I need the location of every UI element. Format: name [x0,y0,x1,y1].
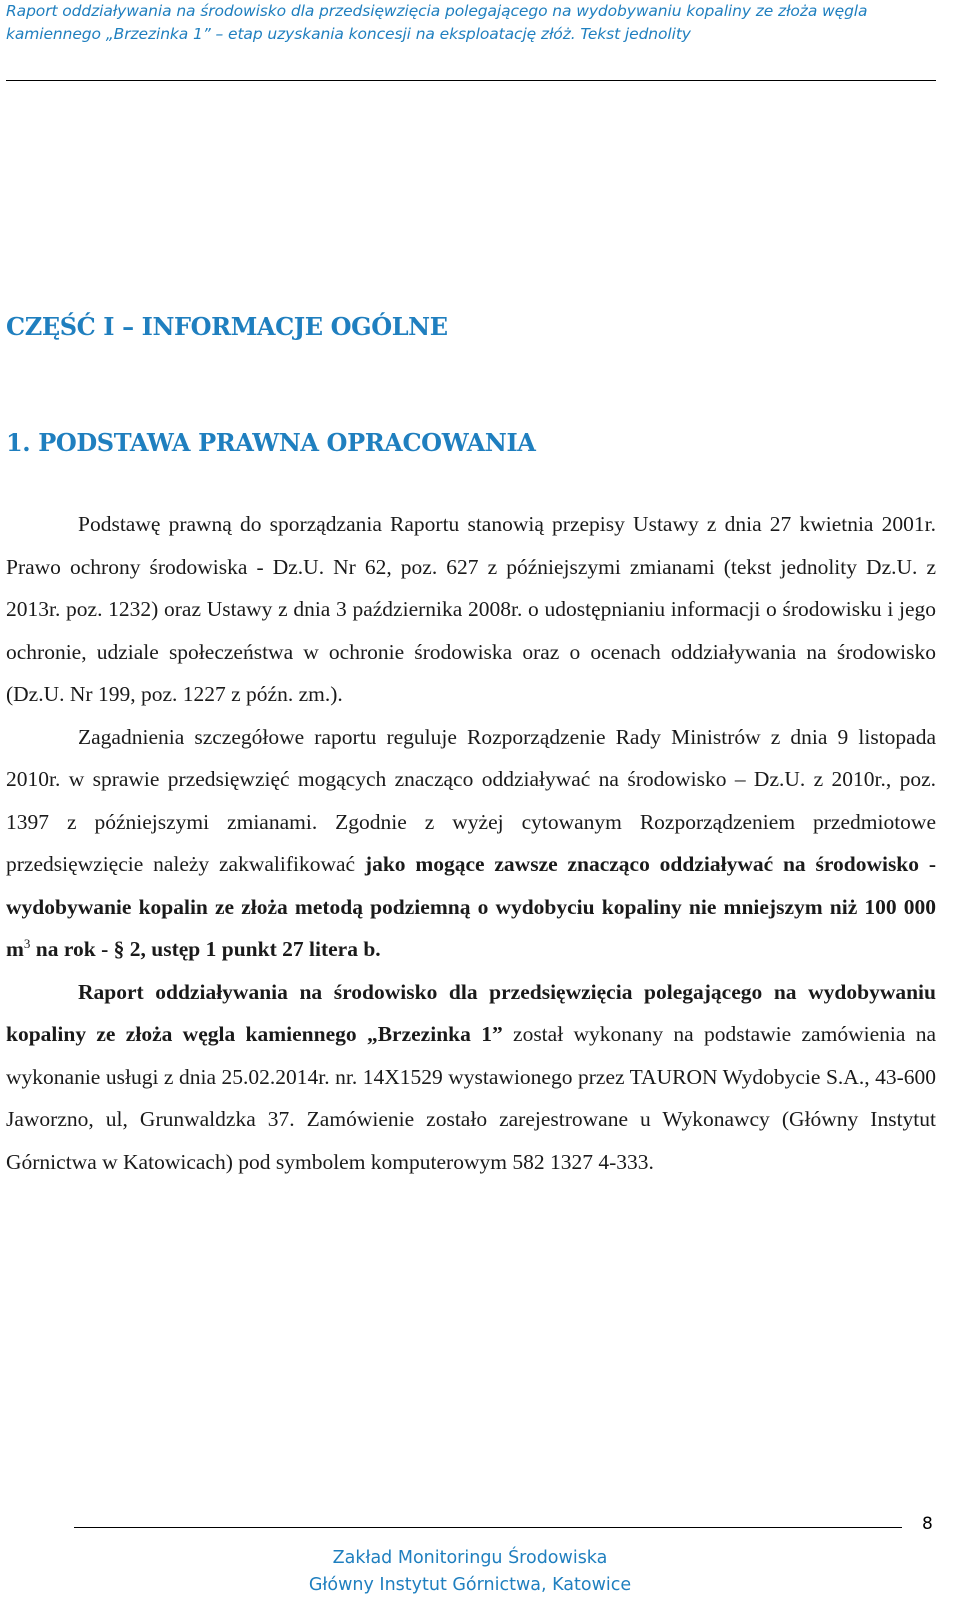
paragraph-order-title: Raport oddziaływania na środowisko dla przedsięwzięcia polegającego na wydobywaniu kopaliny ze złoża węgla kamiennego „Brzezinka 1” [6,979,936,1046]
header-line-2: kamiennego „Brzezinka 1” – etap uzyskania koncesji na eksploatację złóż. Tekst jednolity [6,25,691,43]
paragraph-regulation-text: Zagadnienia szczegółowe raportu reguluje Rozporządzenie Rady Ministrów z dnia 9 listopada 2010r. w sprawie przedsięwzięć mogących znacząco oddziaływać na środowisko – Dz.U. z 2010r., poz. 1397 z późniejszymi zmianami. Zgodnie z wyżej cytowanym Rozporządzeniem przedmiotowe przedsięwzięcie należy zakwalifikować [6,724,936,876]
paragraph-legal-basis: Podstawę prawną do sporządzania Raportu stanowią przepisy Ustawy z dnia 27 kwietnia 2001r. Prawo ochrony środowiska - Dz.U. Nr 62, poz. 627 z późniejszymi zmianami (tekst jednolity Dz.U. z 2013r. poz. 1232) oraz Ustawy z dnia 3 października 2008r. o udostępnianiu informacji o środowisku i jego ochronie, udziale społeczeństwa w ochronie środowiska oraz o ocenach oddziaływania na środowisko (Dz.U. Nr 199, poz. 1227 z późn. zm.). [6,512,936,706]
paragraph-regulation-emphasis: jako mogące zawsze znacząco oddziaływać na środowisko - wydobywanie kopalin ze złoża metodą podziemną o wydobyciu kopaliny nie mniejszym niż 100 000 m [6,852,936,961]
paragraph-order [6,971,936,1184]
paragraph-order-text: został wykonany na podstawie zamówienia na wykonanie usługi z dnia 25.02.2014r. nr. 14X1529 wystawionego przez TAURON Wydobycie S.A., 43-600 Jaworzno, ul, Grunwaldzka 37. Zamówienie zostało zarejestrowane u Wykonawcy (Główny Instytut Górnictwa w Katowicach) pod symbolem komputerowym 582 1327 4-333. [6,1022,936,1174]
footer [0,1545,940,1599]
footer-line-1: Zakład Monitoringu Środowiska [332,1548,608,1568]
page-number: 8 [922,1514,933,1534]
paragraph-regulation-emphasis-end: na rok - § 2, ustęp 1 punkt 27 litera b. [30,937,381,961]
part-heading: CZĘŚĆ I – INFORMACJE OGÓLNE [6,312,448,341]
footer-divider [74,1527,902,1528]
document-body [6,503,936,1183]
footer-line-2: Główny Instytut Górnictwa, Katowice [308,1575,632,1595]
paragraph-regulation [6,716,936,971]
superscript-cubic: 3 [23,935,31,951]
section-heading: 1. PODSTAWA PRAWNA OPRACOWANIA [6,428,536,457]
header-line-1: Raport oddziaływania na środowisko dla przedsięwzięcia polegającego na wydobywaniu kopaliny ze złoża węgla [6,2,868,20]
running-header [6,0,936,46]
header-divider [6,80,936,81]
